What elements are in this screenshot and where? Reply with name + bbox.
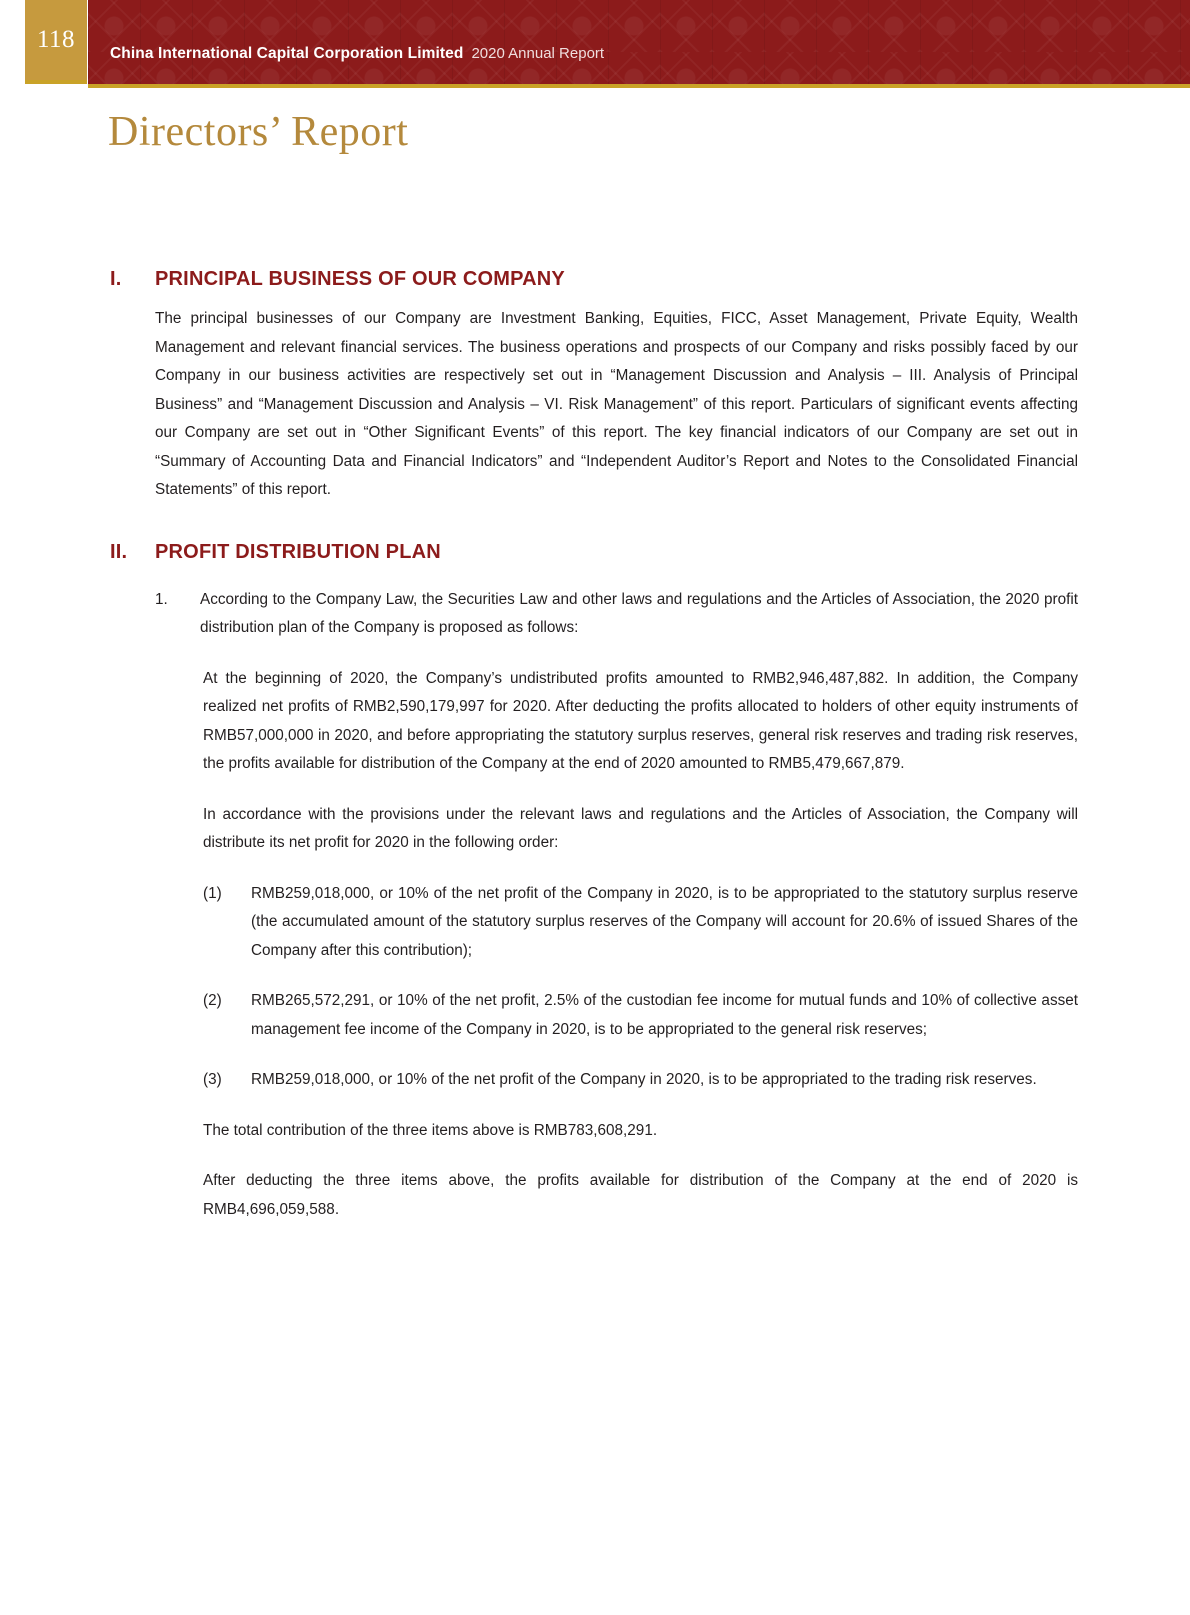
list-item-marker: (3) — [203, 1071, 222, 1088]
header-background-pattern — [88, 0, 1190, 84]
paragraph-undistributed-profits: At the beginning of 2020, the Company’s undistributed profits amounted to RMB2,946,487,882. In addition, the Company realized net profits of RMB2,590,179,997 for 2020. After deducting the profits allocated to holders of other equity instruments of RMB57,000,000 in 2020, and before appropriating the statutory surplus reserves, general risk reserves and trading risk reserves, the profits available for distribution of the Company at the end of 2020 amounted to RMB5,479,667,879. — [203, 669, 1078, 772]
list-item-text: RMB259,018,000, or 10% of the net profit of the Company in 2020, is to be appropriated to the statutory surplus reserve (the accumulated amount of the statutory surplus reserves of the Company will account for 20.6% of issued Shares of the Company after this contribution); — [251, 884, 1078, 959]
section-profit-distribution — [110, 541, 1078, 1225]
list-item-text: RMB265,572,291, or 10% of the net profit, 2.5% of the custodian fee income for mutual funds and 10% of collective asset management fee income of the Company in 2020, is to be appropriated to the general risk reserves; — [251, 992, 1078, 1038]
page-number-badge — [25, 0, 87, 84]
section-heading — [110, 541, 1078, 564]
section-paragraph: The principal businesses of our Company are Investment Banking, Equities, FICC, Asset Management, Private Equity, Wealth Management and relevant financial services. The business operations and prospects of our Company and risks possibly faced by our Company in our business activities are respectively set out in “Management Discussion and Analysis – III. Analysis of Principal Business” and “Management Discussion and Analysis – VI. Risk Management” of this report. Particulars of significant events affecting our Company are set out in “Other Significant Events” of this report. The key financial indicators of our Company are set out in “Summary of Accounting Data and Financial Indicators” and “Independent Auditor’s Report and Notes to the Consolidated Financial Statements” of this report. — [155, 310, 1078, 498]
document-body — [110, 268, 1078, 1224]
header-company-name: China International Capital Corporation Limited — [110, 45, 464, 62]
page-title: Directors’ Report — [108, 109, 409, 155]
page-header — [0, 0, 1190, 88]
section-numeral: I. — [110, 268, 122, 290]
list-item — [203, 987, 1078, 1044]
section-numeral: II. — [110, 540, 128, 563]
section-heading-text: PROFIT DISTRIBUTION PLAN — [155, 540, 441, 563]
header-report-name: 2020 Annual Report — [471, 45, 605, 62]
paragraph-distribution-order: In accordance with the provisions under the relevant laws and regulations and the Articles of Association, the Company will distribute its net profit for 2020 in the following order: — [203, 805, 1078, 851]
list-item-text: According to the Company Law, the Securities Law and other laws and regulations and the Articles of Association, the 2020 profit distribution plan of the Company is proposed as follows: — [200, 590, 1078, 636]
list-item-marker: (2) — [203, 992, 222, 1009]
header-running-title — [110, 46, 604, 62]
section-principal-business — [110, 268, 1078, 505]
header-gold-rule — [88, 84, 1190, 88]
list-item-marker: 1. — [155, 590, 168, 608]
section-spacer — [110, 505, 1078, 541]
section-heading — [110, 268, 1078, 291]
list-item-text: RMB259,018,000, or 10% of the net profit of the Company in 2020, is to be appropriated to the trading risk reserves. — [251, 1071, 1037, 1088]
section-heading-text: PRINCIPAL BUSINESS OF OUR COMPANY — [155, 268, 565, 290]
list-item — [203, 1066, 1078, 1095]
paragraph-total-contribution: The total contribution of the three items above is RMB783,608,291. — [203, 1121, 658, 1139]
list-item — [155, 586, 1078, 643]
paragraph-remaining-profits: After deducting the three items above, the profits available for distribution of the Company at the end of 2020 is RMB4,696,059,588. — [203, 1172, 1078, 1218]
list-item — [203, 880, 1078, 966]
sub-item-list — [203, 880, 1078, 1095]
page-number: 118 — [36, 26, 76, 53]
list-item-marker: (1) — [203, 884, 222, 902]
